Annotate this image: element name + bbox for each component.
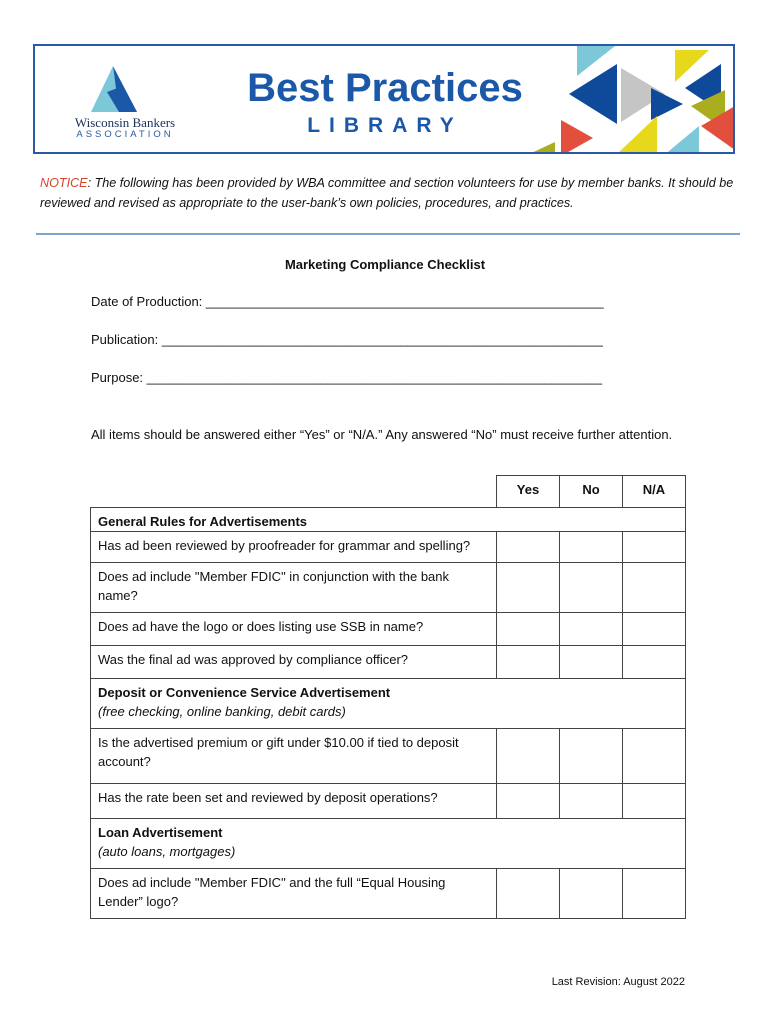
question-cell: Does ad include "Member FDIC" and the full “Equal Housing Lender” logo?: [91, 869, 497, 919]
notice-text: : The following has been provided by WBA committee and section volunteers for use by member banks. It should be reviewed and revised as appropriate to the user-bank’s own policies, procedures, and practices.: [40, 176, 734, 210]
table-row: [91, 646, 686, 679]
logo-org-name: Wisconsin Bankers: [74, 115, 176, 130]
table-row: [91, 729, 686, 784]
section-cell: [91, 508, 686, 532]
na-checkbox[interactable]: [623, 784, 686, 819]
yes-checkbox[interactable]: [497, 532, 560, 563]
field-line[interactable]: _____________________________________________________________: [161, 332, 603, 347]
banner-title: Best Practices: [247, 66, 523, 110]
section-cell: [91, 819, 686, 869]
yes-checkbox[interactable]: [497, 613, 560, 646]
field-line[interactable]: _______________________________________________________________: [146, 370, 603, 385]
instructions: All items should be answered either “Yes” or “N/A.” Any answered “No” must receive further attention.: [91, 427, 673, 442]
purpose-field: [91, 370, 602, 385]
no-checkbox[interactable]: [560, 729, 623, 784]
na-checkbox[interactable]: [623, 532, 686, 563]
no-checkbox[interactable]: [560, 646, 623, 679]
no-checkbox[interactable]: [560, 563, 623, 613]
table-row: [91, 532, 686, 563]
yes-checkbox[interactable]: [497, 729, 560, 784]
decorative-triangles-icon: [525, 46, 735, 154]
question-cell: Has ad been reviewed by proofreader for grammar and spelling?: [91, 532, 497, 563]
logo-org-sub: ASSOCIATION: [76, 129, 174, 140]
no-checkbox[interactable]: [560, 613, 623, 646]
header-blank-cell: [91, 476, 497, 508]
section-title: Deposit or Convenience Service Advertisement: [98, 685, 391, 700]
question-cell: Does ad include "Member FDIC" in conjunction with the bank name?: [91, 563, 497, 613]
section-row: [91, 819, 686, 869]
table-row: [91, 613, 686, 646]
section-subtitle: (auto loans, mortgages): [98, 844, 236, 859]
banner-subtitle: LIBRARY: [307, 114, 463, 137]
field-label: Purpose:: [91, 370, 147, 385]
notice-label: NOTICE: [40, 176, 88, 190]
table-row: [91, 563, 686, 613]
na-checkbox[interactable]: [623, 869, 686, 919]
field-line[interactable]: _______________________________________________________: [205, 294, 604, 309]
table-row: [91, 869, 686, 919]
divider: [36, 233, 740, 235]
na-checkbox[interactable]: [623, 646, 686, 679]
yes-checkbox[interactable]: [497, 646, 560, 679]
section-cell: [91, 679, 686, 729]
yes-checkbox[interactable]: [497, 869, 560, 919]
question-cell: Was the final ad was approved by compliance officer?: [91, 646, 497, 679]
yes-checkbox[interactable]: [497, 563, 560, 613]
section-subtitle: (free checking, online banking, debit cards): [98, 704, 346, 719]
section-row: [91, 508, 686, 532]
yes-checkbox[interactable]: [497, 784, 560, 819]
na-checkbox[interactable]: [623, 563, 686, 613]
no-checkbox[interactable]: [560, 869, 623, 919]
na-checkbox[interactable]: [623, 729, 686, 784]
section-title: General Rules for Advertisements: [98, 514, 308, 529]
table-row: [91, 784, 686, 819]
header-na: N/A: [623, 476, 686, 508]
field-label: Date of Production:: [91, 294, 206, 309]
notice-paragraph: [40, 173, 740, 213]
na-checkbox[interactable]: [623, 613, 686, 646]
checklist-table: [90, 475, 686, 919]
question-cell: Does ad have the logo or does listing use SSB in name?: [91, 613, 497, 646]
header-banner: [33, 44, 735, 154]
section-title: Loan Advertisement: [98, 825, 223, 840]
last-revision: Last Revision: August 2022: [551, 976, 685, 988]
no-checkbox[interactable]: [560, 784, 623, 819]
question-cell: Has the rate been set and reviewed by deposit operations?: [91, 784, 497, 819]
field-label: Publication:: [91, 332, 162, 347]
header-yes: Yes: [497, 476, 560, 508]
question-cell: Is the advertised premium or gift under $10.00 if tied to deposit account?: [91, 729, 497, 784]
publication-field: [91, 332, 603, 347]
table-header-row: [91, 476, 686, 508]
wba-logo-icon: [85, 64, 145, 114]
no-checkbox[interactable]: [560, 532, 623, 563]
section-row: [91, 679, 686, 729]
header-no: No: [560, 476, 623, 508]
date-of-production-field: [91, 294, 604, 309]
document-title: Marketing Compliance Checklist: [284, 257, 486, 272]
